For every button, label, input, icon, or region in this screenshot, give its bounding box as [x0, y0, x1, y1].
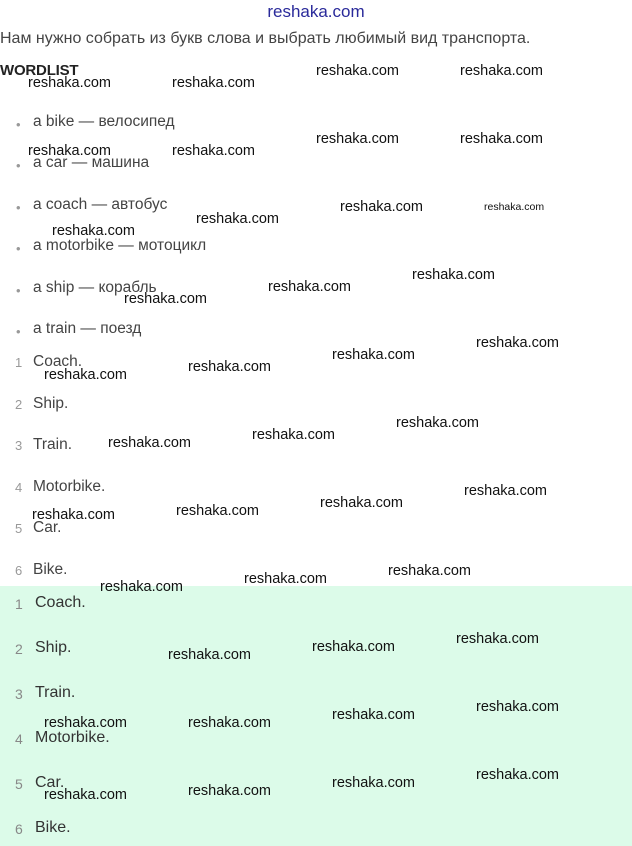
wordlist-item: a car — машина	[33, 154, 150, 171]
bullet-icon: •	[16, 324, 21, 339]
answer-number: 1	[15, 596, 23, 612]
answer-number: 6	[15, 821, 23, 837]
watermark: reshaka.com	[476, 335, 560, 351]
wordlist-item: a train — поезд	[33, 320, 142, 337]
watermark: reshaka.com	[168, 647, 252, 663]
answer-number: 3	[15, 438, 23, 453]
watermark: reshaka.com	[44, 787, 128, 803]
watermark: reshaka.com	[124, 291, 208, 307]
watermark: reshaka.com	[176, 503, 260, 519]
watermark: reshaka.com	[32, 507, 116, 523]
watermark: reshaka.com	[388, 563, 472, 579]
wordlist-item: a bike — велосипед	[33, 113, 175, 130]
answer-item: Car.	[33, 519, 62, 536]
answer-number: 4	[15, 480, 23, 495]
watermark: reshaka.com	[196, 211, 280, 227]
wordlist-item: a motorbike — мотоцикл	[33, 237, 207, 254]
watermark: reshaka.com	[188, 783, 272, 799]
watermark: reshaka.com	[396, 415, 480, 431]
watermark: reshaka.com	[244, 571, 328, 587]
watermark: reshaka.com	[476, 699, 560, 715]
answer-item: Motorbike.	[33, 478, 106, 495]
answer-number: 5	[15, 776, 23, 792]
watermark: reshaka.com	[332, 707, 416, 723]
wordlist-item: a coach — автобус	[33, 196, 168, 213]
answer-item: Train.	[33, 436, 73, 453]
answer-number: 3	[15, 686, 23, 702]
watermark: reshaka.com	[268, 279, 352, 295]
answer-number: 6	[15, 563, 23, 578]
watermark: reshaka.com	[312, 639, 396, 655]
answer-item: Bike.	[35, 819, 71, 836]
wordlist-item: a ship — корабль	[33, 279, 157, 296]
watermark: reshaka.com	[464, 483, 548, 499]
watermark: reshaka.com	[460, 131, 544, 147]
watermark: reshaka.com	[188, 359, 272, 375]
watermark: reshaka.com	[100, 579, 184, 595]
watermark: reshaka.com	[108, 435, 192, 451]
watermark: reshaka.com	[484, 201, 545, 213]
bullet-icon: •	[16, 283, 21, 298]
watermark: reshaka.com	[320, 495, 404, 511]
answer-number: 5	[15, 521, 23, 536]
watermark: reshaka.com	[252, 427, 336, 443]
answer-number: 2	[15, 397, 23, 412]
answer-item: Ship.	[33, 395, 69, 412]
answer-item: Motorbike.	[35, 729, 110, 746]
bullet-icon: •	[16, 241, 21, 256]
watermark: reshaka.com	[172, 75, 256, 91]
watermark: reshaka.com	[476, 767, 560, 783]
bullet-icon: •	[16, 200, 21, 215]
watermark: reshaka.com	[412, 267, 496, 283]
watermark: reshaka.com	[316, 131, 400, 147]
wordlist-heading: WORDLIST	[0, 62, 79, 79]
watermark: reshaka.com	[460, 63, 544, 79]
watermark: reshaka.com	[340, 199, 424, 215]
watermark: reshaka.com	[52, 223, 136, 239]
answer-item: Ship.	[35, 639, 72, 656]
watermark: reshaka.com	[332, 347, 416, 363]
answer-item: Train.	[35, 684, 76, 701]
answer-item: Car.	[35, 774, 65, 791]
task-instruction: Нам нужно собрать из букв слова и выбрать любимый вид транспорта.	[0, 30, 531, 47]
answer-number: 4	[15, 731, 23, 747]
watermark: reshaka.com	[332, 775, 416, 791]
watermark: reshaka.com	[172, 143, 256, 159]
answer-item: Coach.	[33, 353, 83, 370]
bullet-icon: •	[16, 117, 21, 132]
answer-item: Bike.	[33, 561, 68, 578]
watermark: reshaka.com	[28, 143, 112, 159]
watermark: reshaka.com	[188, 715, 272, 731]
watermark: reshaka.com	[456, 631, 540, 647]
watermark: reshaka.com	[44, 367, 128, 383]
watermark: reshaka.com	[28, 75, 112, 91]
answer-number: 2	[15, 641, 23, 657]
site-title[interactable]: reshaka.com	[267, 2, 365, 21]
bullet-icon: •	[16, 158, 21, 173]
watermark: reshaka.com	[44, 715, 128, 731]
answer-number: 1	[15, 355, 23, 370]
answer-item: Coach.	[35, 594, 86, 611]
watermark: reshaka.com	[316, 63, 400, 79]
